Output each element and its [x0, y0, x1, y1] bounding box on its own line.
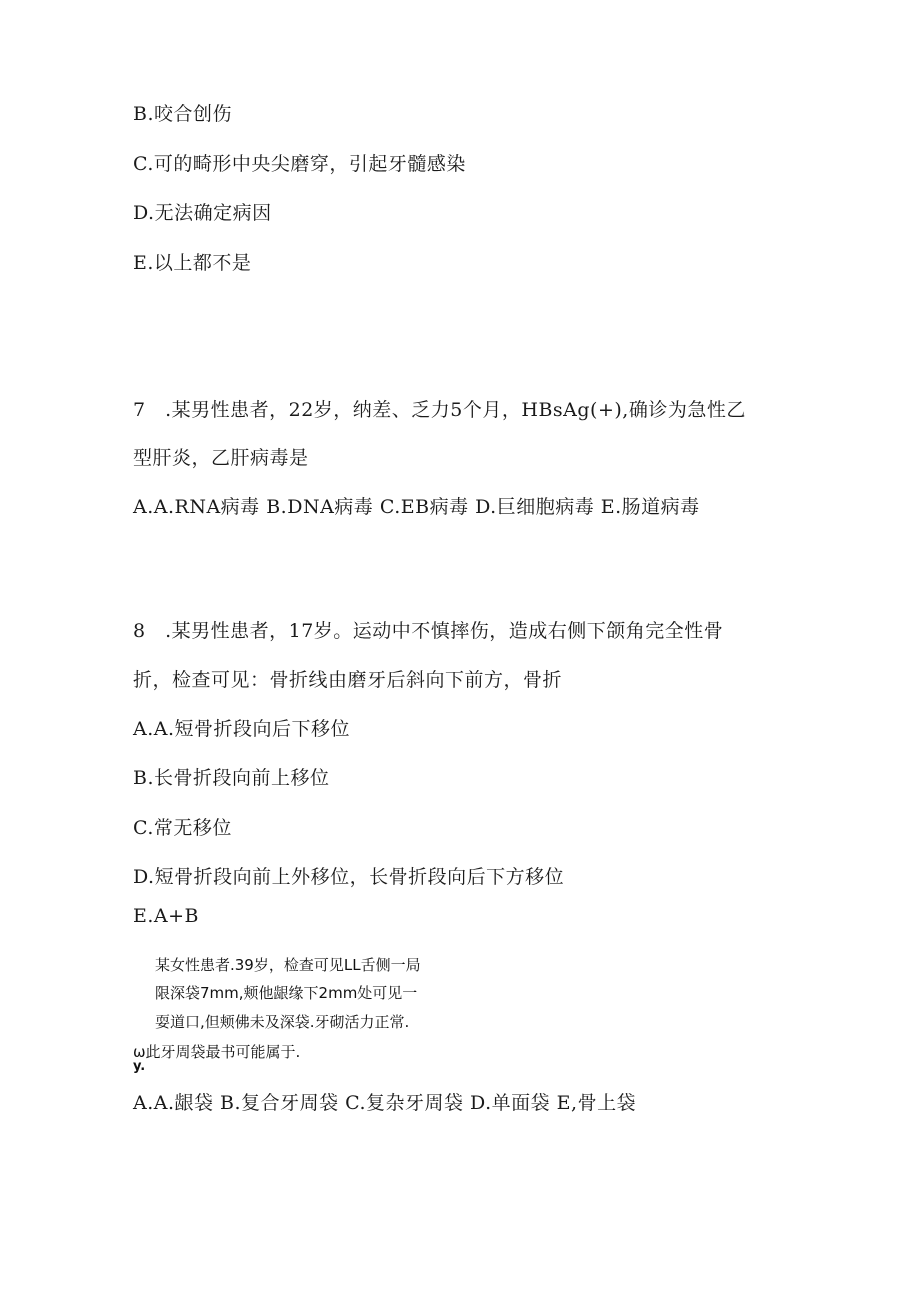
q8-stem-line2: 折，检查可见：骨折线由磨牙后斜向下前方，骨折 [133, 669, 563, 691]
q9-options: A.A.龈袋 B.复合牙周袋 C.复杂牙周袋 D.单面袋 E,骨上袋 [133, 1092, 637, 1114]
q7-stem-line2: 型肝炎，乙肝病毒是 [133, 447, 309, 469]
q6-option-c: C.可的畸形中央尖磨穿，引起牙髓感染 [133, 153, 466, 175]
q7-stem-line1: 7 .某男性患者，22岁，纳差、乏力5个月，HBsAg(+),确诊为急性乙 [133, 399, 746, 421]
q8-option-b: B.长骨折段向前上移位 [133, 767, 330, 789]
q8-option-e: E.A+B [133, 905, 200, 927]
q8-option-c: C.常无移位 [133, 817, 232, 839]
q9-stem-line5: y. [133, 1059, 146, 1074]
q9-stem-line4: ω此牙周袋最书可能属于. [133, 1043, 301, 1061]
q6-option-b: B.咬合创伤 [133, 103, 233, 125]
q6-option-d: D.无法确定病因 [133, 202, 272, 224]
q9-stem-line3: 耍道口,但颊佛未及深袋.牙砌活力正常. [155, 1013, 410, 1031]
q9-stem-line2: 限深袋7mm,颊他龈缘下2mm处可见一 [155, 984, 418, 1002]
q8-option-d: D.短骨折段向前上外移位，长骨折段向后下方移位 [133, 866, 565, 888]
q8-option-a: A.A.短骨折段向后下移位 [133, 718, 351, 740]
q9-stem-line1: 某女性患者.39岁，检查可见LL舌侧一局 [155, 956, 421, 974]
q7-options: A.A.RNA病毒 B.DNA病毒 C.EB病毒 D.巨细胞病毒 E.肠道病毒 [133, 496, 700, 518]
q8-stem-line1: 8 .某男性患者，17岁。运动中不慎摔伤，造成右侧下颌角完全性骨 [133, 620, 724, 642]
q6-option-e: E.以上都不是 [133, 252, 252, 274]
